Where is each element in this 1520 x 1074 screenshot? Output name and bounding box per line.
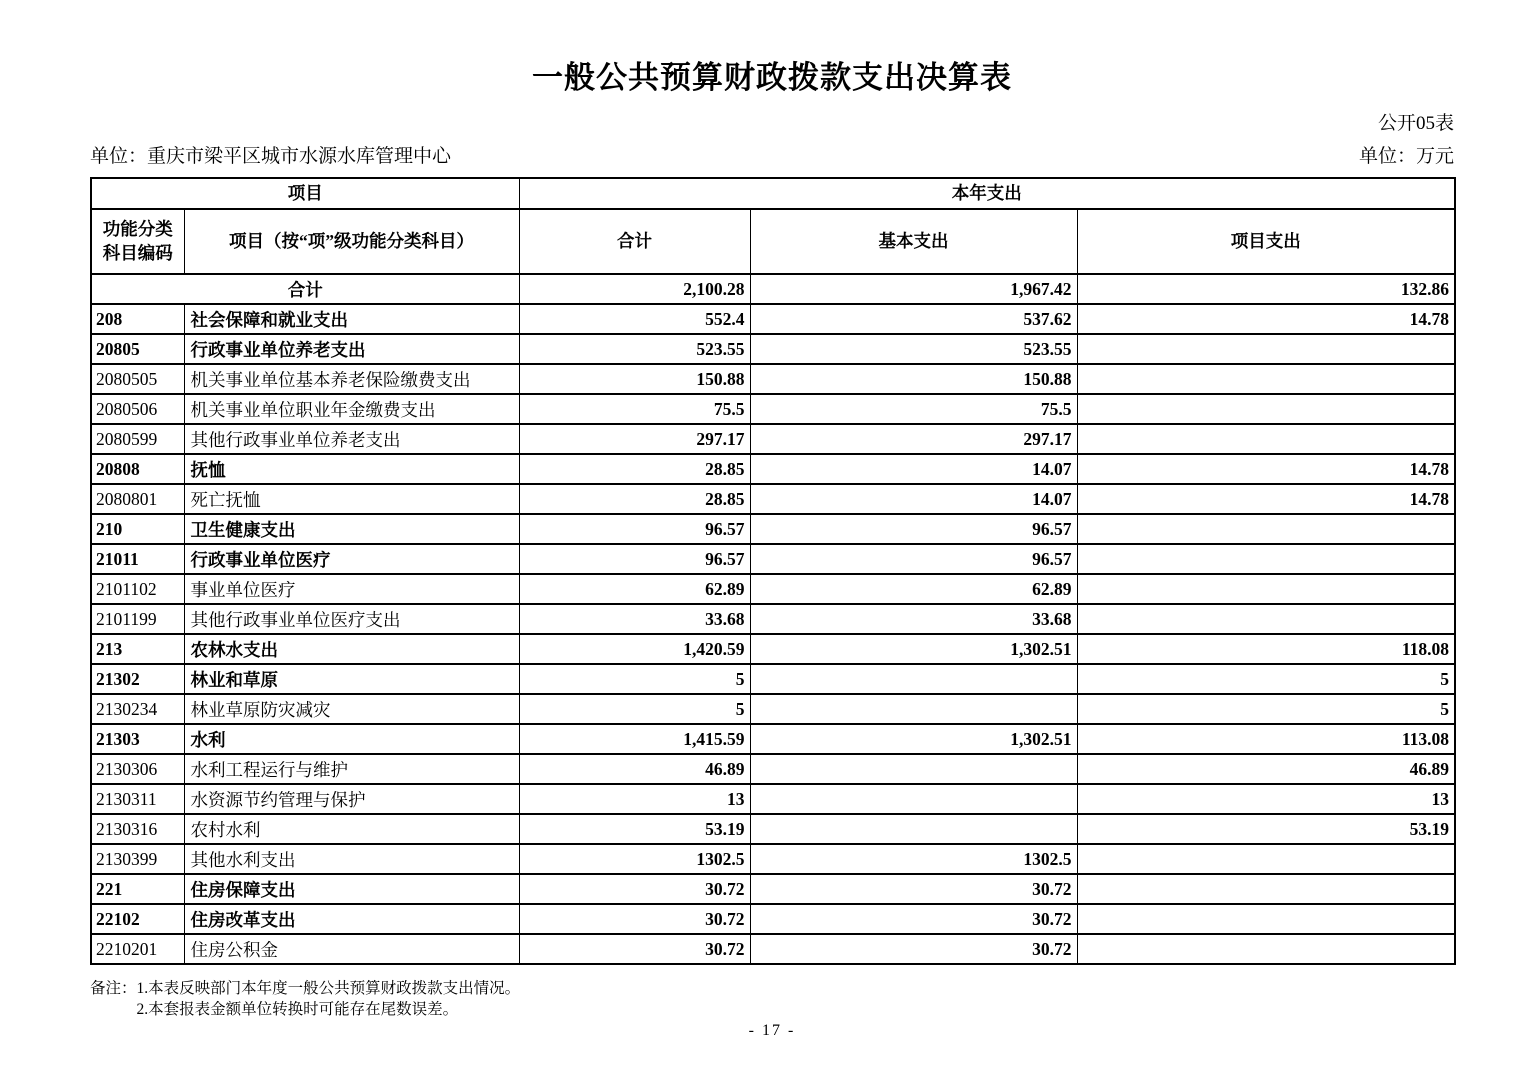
name-cell: 其他行政事业单位养老支出: [184, 424, 519, 454]
header-group-expense: 本年支出: [519, 178, 1455, 209]
total-cell: 30.72: [519, 874, 750, 904]
project-expense-cell: [1077, 904, 1455, 934]
name-cell: 行政事业单位养老支出: [184, 334, 519, 364]
table-row: [91, 784, 1455, 814]
name-cell: 住房保障支出: [184, 874, 519, 904]
code-cell: 221: [91, 874, 184, 904]
page-number: - 17 -: [748, 1022, 796, 1039]
project-expense-cell: [1077, 574, 1455, 604]
code-cell: 21302: [91, 664, 184, 694]
code-cell: 2130316: [91, 814, 184, 844]
project-expense-cell: 132.86: [1077, 274, 1455, 304]
page-title: 一般公共预算财政拨款支出决算表: [532, 60, 1012, 95]
name-cell: 农林水支出: [184, 634, 519, 664]
note-line-1: 1.本表反映部门本年度一般公共预算财政拨款支出情况。: [136, 980, 521, 997]
name-cell: 农村水利: [184, 814, 519, 844]
code-cell: 210: [91, 514, 184, 544]
header-col-project: 项目支出: [1077, 209, 1455, 274]
basic-expense-cell: 297.17: [750, 424, 1077, 454]
basic-expense-cell: 75.5: [750, 394, 1077, 424]
basic-expense-cell: 14.07: [750, 484, 1077, 514]
project-expense-cell: [1077, 334, 1455, 364]
project-expense-cell: 14.78: [1077, 304, 1455, 334]
name-cell: 其他行政事业单位医疗支出: [184, 604, 519, 634]
project-expense-cell: 13: [1077, 784, 1455, 814]
table-row: [91, 484, 1455, 514]
total-cell: 75.5: [519, 394, 750, 424]
name-cell: 林业和草原: [184, 664, 519, 694]
table-row: [91, 844, 1455, 874]
total-cell: 523.55: [519, 334, 750, 364]
code-cell: 2210201: [91, 934, 184, 964]
basic-expense-cell: [750, 664, 1077, 694]
table-row: [91, 724, 1455, 754]
table-row: [91, 904, 1455, 934]
basic-expense-cell: 14.07: [750, 454, 1077, 484]
note-line-2: 2.本套报表金额单位转换时可能存在尾数误差。: [136, 1001, 459, 1018]
table-row: [91, 514, 1455, 544]
name-cell: 死亡抚恤: [184, 484, 519, 514]
table-label: 公开05表: [1377, 113, 1454, 134]
table-row: [91, 934, 1455, 964]
project-expense-cell: [1077, 424, 1455, 454]
name-cell: 社会保障和就业支出: [184, 304, 519, 334]
name-cell: 事业单位医疗: [184, 574, 519, 604]
basic-expense-cell: 537.62: [750, 304, 1077, 334]
project-expense-cell: 14.78: [1077, 454, 1455, 484]
table-row: [91, 754, 1455, 784]
project-expense-cell: [1077, 364, 1455, 394]
table-row: [91, 694, 1455, 724]
project-expense-cell: 5: [1077, 694, 1455, 724]
basic-expense-cell: 62.89: [750, 574, 1077, 604]
name-cell: 行政事业单位医疗: [184, 544, 519, 574]
basic-expense-cell: [750, 754, 1077, 784]
total-cell: 1,415.59: [519, 724, 750, 754]
basic-expense-cell: [750, 694, 1077, 724]
project-expense-cell: 53.19: [1077, 814, 1455, 844]
project-expense-cell: 5: [1077, 664, 1455, 694]
total-cell: 297.17: [519, 424, 750, 454]
basic-expense-cell: 150.88: [750, 364, 1077, 394]
code-cell: 2080505: [91, 364, 184, 394]
header-col-total: 合计: [519, 209, 750, 274]
table-row: [91, 454, 1455, 484]
project-expense-cell: 113.08: [1077, 724, 1455, 754]
notes: [90, 978, 1454, 1020]
header-row-groups: [91, 178, 1455, 209]
total-cell: 552.4: [519, 304, 750, 334]
name-cell: 水利: [184, 724, 519, 754]
document-page: [90, 0, 1454, 1020]
project-expense-cell: 118.08: [1077, 634, 1455, 664]
notes-label: 备注：: [90, 980, 137, 997]
basic-expense-cell: 1,302.51: [750, 724, 1077, 754]
basic-expense-cell: 30.72: [750, 904, 1077, 934]
total-cell: 2,100.28: [519, 274, 750, 304]
table-row: [91, 394, 1455, 424]
total-cell: 53.19: [519, 814, 750, 844]
code-cell: 22102: [91, 904, 184, 934]
notes-lines: [137, 978, 521, 1020]
project-expense-cell: [1077, 394, 1455, 424]
header-group-item: 项目: [91, 178, 519, 209]
name-cell: 林业草原防灾减灾: [184, 694, 519, 724]
code-cell: 20808: [91, 454, 184, 484]
project-expense-cell: [1077, 934, 1455, 964]
table-row: [91, 544, 1455, 574]
header-col-basic: 基本支出: [750, 209, 1077, 274]
row-title-cell: 合计: [91, 274, 519, 304]
name-cell: 机关事业单位基本养老保险缴费支出: [184, 364, 519, 394]
name-cell: 水资源节约管理与保护: [184, 784, 519, 814]
basic-expense-cell: 1,967.42: [750, 274, 1077, 304]
code-cell: 2080801: [91, 484, 184, 514]
project-expense-cell: 46.89: [1077, 754, 1455, 784]
code-cell: 2130306: [91, 754, 184, 784]
code-cell: 2101199: [91, 604, 184, 634]
table-row: [91, 364, 1455, 394]
table-row: [91, 874, 1455, 904]
total-cell: 28.85: [519, 484, 750, 514]
code-cell: 2080599: [91, 424, 184, 454]
name-cell: 住房公积金: [184, 934, 519, 964]
basic-expense-cell: 30.72: [750, 874, 1077, 904]
basic-expense-cell: [750, 784, 1077, 814]
total-cell: 1,420.59: [519, 634, 750, 664]
code-cell: 2130234: [91, 694, 184, 724]
unit-currency: 单位：万元: [1358, 146, 1454, 167]
name-cell: 机关事业单位职业年金缴费支出: [184, 394, 519, 424]
header-col-name: 项目（按“项”级功能分类科目）: [184, 209, 519, 274]
table-row: [91, 424, 1455, 454]
unit-department: 单位：重庆市梁平区城市水源水库管理中心: [90, 146, 452, 167]
basic-expense-cell: 30.72: [750, 934, 1077, 964]
total-cell: 5: [519, 664, 750, 694]
project-expense-cell: [1077, 544, 1455, 574]
basic-expense-cell: [750, 814, 1077, 844]
table-row: [91, 634, 1455, 664]
total-cell: 96.57: [519, 544, 750, 574]
table-body: [91, 274, 1455, 964]
unit-row: [90, 146, 1454, 168]
basic-expense-cell: 1302.5: [750, 844, 1077, 874]
basic-expense-cell: 96.57: [750, 544, 1077, 574]
code-cell: 213: [91, 634, 184, 664]
table-row: [91, 274, 1455, 304]
basic-expense-cell: 96.57: [750, 514, 1077, 544]
table-row: [91, 574, 1455, 604]
code-cell: 2130311: [91, 784, 184, 814]
project-expense-cell: [1077, 844, 1455, 874]
basic-expense-cell: 33.68: [750, 604, 1077, 634]
table-row: [91, 814, 1455, 844]
code-cell: 2101102: [91, 574, 184, 604]
total-cell: 30.72: [519, 934, 750, 964]
code-cell: 21303: [91, 724, 184, 754]
code-cell: 20805: [91, 334, 184, 364]
total-cell: 1302.5: [519, 844, 750, 874]
total-cell: 28.85: [519, 454, 750, 484]
name-cell: 抚恤: [184, 454, 519, 484]
total-cell: 30.72: [519, 904, 750, 934]
name-cell: 水利工程运行与维护: [184, 754, 519, 784]
total-cell: 96.57: [519, 514, 750, 544]
code-cell: 2080506: [91, 394, 184, 424]
table-row: [91, 304, 1455, 334]
header-col-code: 功能分类科目编码: [91, 209, 184, 274]
project-expense-cell: [1077, 604, 1455, 634]
project-expense-cell: [1077, 514, 1455, 544]
code-cell: 2130399: [91, 844, 184, 874]
table-row: [91, 334, 1455, 364]
total-cell: 150.88: [519, 364, 750, 394]
name-cell: 住房改革支出: [184, 904, 519, 934]
basic-expense-cell: 523.55: [750, 334, 1077, 364]
name-cell: 卫生健康支出: [184, 514, 519, 544]
code-cell: 21011: [91, 544, 184, 574]
budget-table: [90, 177, 1456, 965]
name-cell: 其他水利支出: [184, 844, 519, 874]
total-cell: 5: [519, 694, 750, 724]
header-row-columns: [91, 209, 1455, 274]
total-cell: 46.89: [519, 754, 750, 784]
basic-expense-cell: 1,302.51: [750, 634, 1077, 664]
total-cell: 33.68: [519, 604, 750, 634]
table-row: [91, 664, 1455, 694]
table-row: [91, 604, 1455, 634]
project-expense-cell: [1077, 874, 1455, 904]
code-cell: 208: [91, 304, 184, 334]
project-expense-cell: 14.78: [1077, 484, 1455, 514]
total-cell: 13: [519, 784, 750, 814]
total-cell: 62.89: [519, 574, 750, 604]
